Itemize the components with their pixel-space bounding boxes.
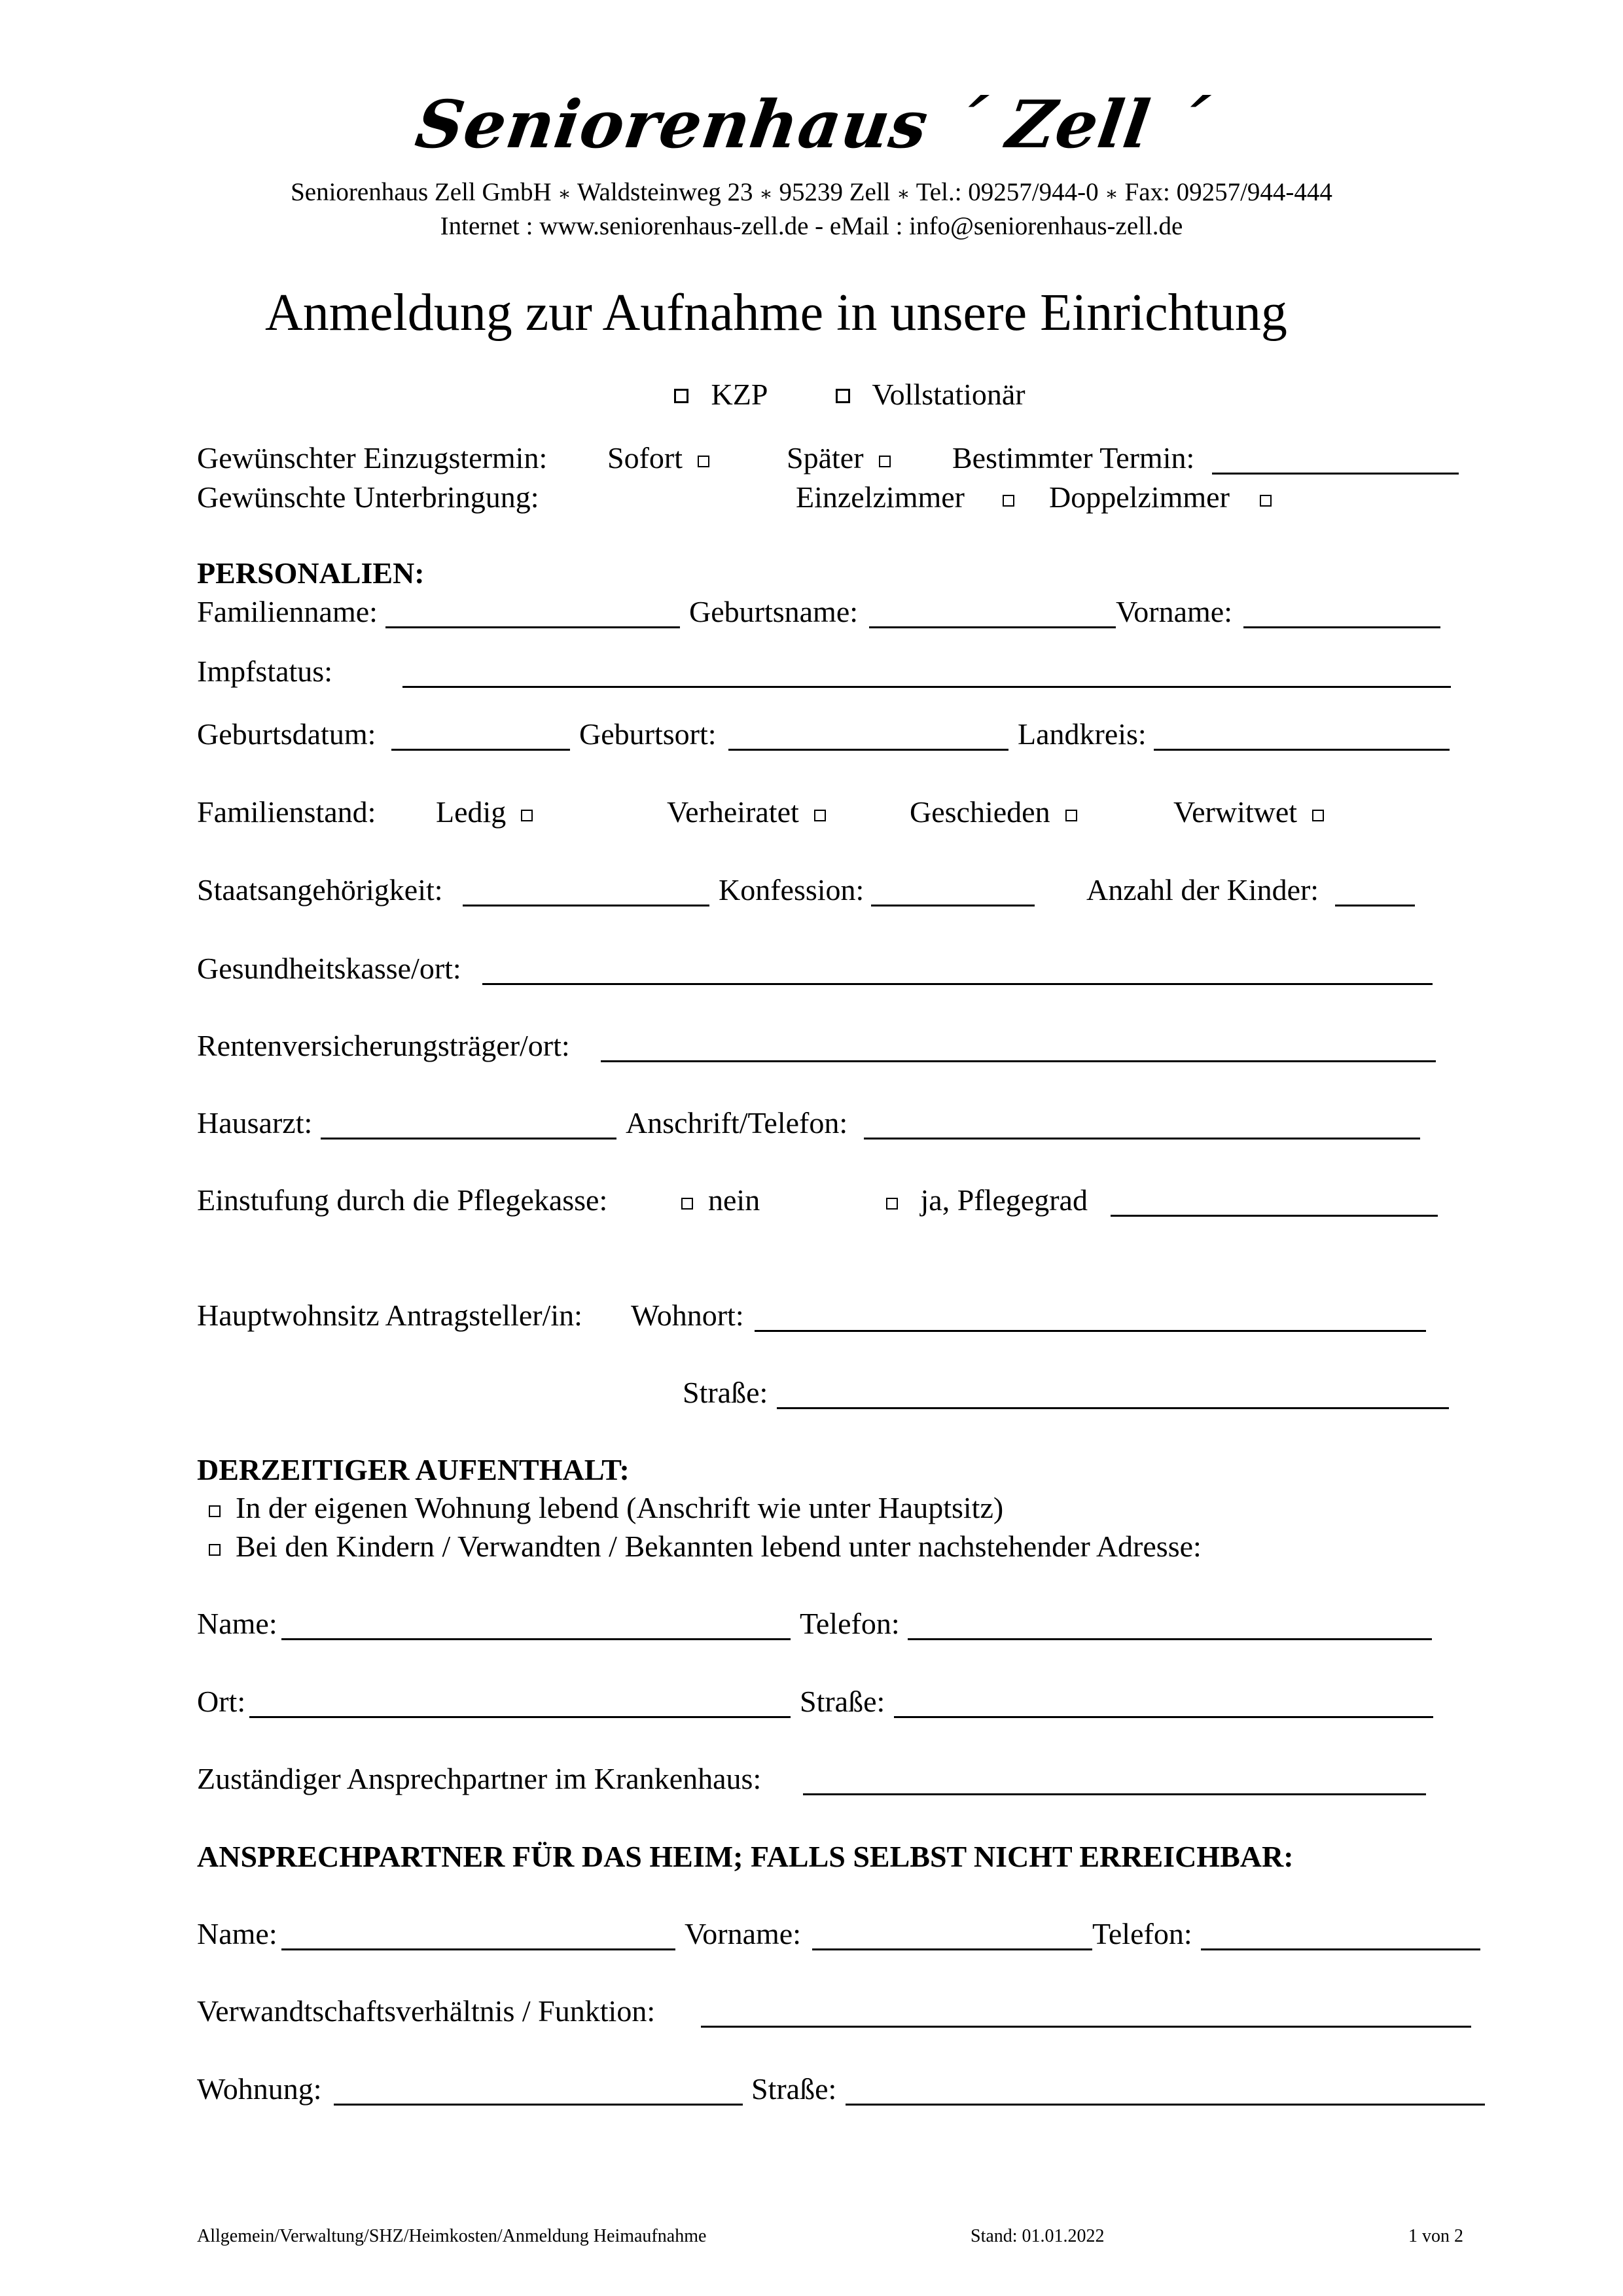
einzug-label: Gewünschter Einzugstermin: [197, 441, 548, 475]
wohnung-label: Wohnung: [197, 2072, 322, 2106]
ja-label: ja, Pflegegrad [920, 1183, 1088, 1217]
einzel-option [796, 479, 1014, 516]
konfession-label: Konfession: [719, 873, 865, 906]
aufenthalt-telefon-label: Telefon: [800, 1607, 900, 1640]
doppel-checkbox[interactable] [1260, 495, 1272, 507]
phone: Tel.: 09257/944-0 [916, 178, 1099, 206]
geschieden-checkbox[interactable] [1065, 810, 1077, 821]
aufenthalt-strasse-label: Straße: [800, 1685, 885, 1718]
care-type-row [674, 376, 1026, 413]
aufenthalt-telefon-field[interactable] [908, 1638, 1432, 1640]
hauptwohnsitz-label: Hauptwohnsitz Antragsteller/in: [197, 1299, 582, 1332]
anschrift-label: Anschrift/Telefon: [626, 1106, 848, 1139]
pflegegrad-field[interactable] [1111, 1215, 1438, 1217]
spaeter-checkbox[interactable] [879, 456, 891, 467]
personalien-heading: PERSONALIEN: [197, 556, 425, 590]
sofort-option [607, 440, 709, 476]
eigene-wohnung-label: In der eigenen Wohnung lebend (Anschrift wie unter Hauptsitz) [236, 1491, 1004, 1524]
wohnung-field[interactable] [334, 2104, 743, 2106]
termin-field[interactable] [1212, 473, 1459, 475]
footer-path: Allgemein/Verwaltung/SHZ/Heimkosten/Anmeldung Heimaufnahme [197, 2226, 707, 2246]
ansprechpartner-name-field[interactable] [281, 1948, 675, 1950]
kzp-checkbox[interactable] [674, 389, 688, 403]
einstufung-label: Einstufung durch die Pflegekasse: [197, 1183, 608, 1217]
ansprechpartner-heading: ANSPRECHPARTNER FÜR DAS HEIM; FALLS SELBST NICHT ERREICHBAR: [197, 1840, 1294, 1873]
einzel-checkbox[interactable] [1003, 495, 1014, 507]
geburtsort-label: Geburtsort: [579, 717, 717, 751]
aufenthalt-name-label: Name: [197, 1607, 277, 1640]
aufenthalt-name-field[interactable] [281, 1638, 791, 1640]
geburtsdatum-label: Geburtsdatum: [197, 717, 376, 751]
vorname-field[interactable] [1243, 626, 1440, 628]
staat-label: Staatsangehörigkeit: [197, 873, 443, 906]
verwitwet-label: Verwitwet [1173, 795, 1298, 829]
geburtsort-field[interactable] [728, 749, 1008, 751]
footer-stand: Stand: 01.01.2022 [971, 2226, 1105, 2246]
geschieden-option [910, 794, 1077, 831]
aufenthalt-strasse-field[interactable] [894, 1716, 1433, 1718]
geburtsdatum-field[interactable] [391, 749, 570, 751]
familienstand-label: Familienstand: [197, 795, 376, 829]
address-line [0, 177, 1623, 210]
ledig-option [436, 794, 533, 831]
contact-line: Internet : www.seniorenhaus-zell.de - eMail : info@seniorenhaus-zell.de [440, 212, 1183, 240]
nein-checkbox[interactable] [681, 1198, 693, 1210]
separator-icon: ∗ [759, 183, 773, 205]
ansprechpartner-vorname-field[interactable] [812, 1948, 1092, 1950]
verwandtschaft-label: Verwandtschaftsverhältnis / Funktion: [197, 1994, 656, 2028]
verheiratet-option [667, 794, 826, 831]
aufenthalt-ort-label: Ort: [197, 1685, 246, 1718]
spaeter-option [787, 440, 891, 476]
kzp-label: KZP [711, 378, 767, 411]
ansprechpartner-telefon-label: Telefon: [1092, 1917, 1192, 1950]
kinder-field[interactable] [1335, 905, 1415, 906]
kasse-field[interactable] [482, 983, 1433, 985]
hauptwohnsitz-strasse-label: Straße: [683, 1376, 768, 1409]
impfstatus-label: Impfstatus: [197, 655, 332, 688]
separator-icon: ∗ [558, 183, 571, 205]
geburtsname-field[interactable] [869, 626, 1116, 628]
nein-label: nein [708, 1183, 760, 1217]
ledig-checkbox[interactable] [521, 810, 533, 821]
bei-verwandten-label: Bei den Kindern / Verwandten / Bekannten lebend unter nachstehender Adresse: [236, 1530, 1202, 1563]
krankenhaus-label: Zuständiger Ansprechpartner im Krankenhaus: [197, 1762, 762, 1795]
vorname-label: Vorname: [1116, 595, 1233, 628]
hausarzt-field[interactable] [321, 1138, 616, 1139]
familienname-label: Familienname: [197, 595, 378, 628]
familienname-field[interactable] [385, 626, 680, 628]
ansprechpartner-telefon-field[interactable] [1201, 1948, 1480, 1950]
ja-checkbox[interactable] [886, 1198, 898, 1210]
aufenthalt-heading: DERZEITIGER AUFENTHALT: [197, 1453, 630, 1486]
separator-icon: ∗ [1105, 183, 1118, 205]
hauptwohnsitz-strasse-field[interactable] [777, 1407, 1449, 1409]
staat-field[interactable] [463, 905, 709, 906]
eigene-wohnung-checkbox[interactable] [209, 1505, 221, 1517]
aufenthalt-ort-field[interactable] [249, 1716, 791, 1718]
verwitwet-option [1173, 794, 1324, 831]
anschrift-field[interactable] [864, 1138, 1420, 1139]
verwandtschaft-field[interactable] [701, 2026, 1471, 2028]
fax: Fax: 09257/944-444 [1124, 178, 1332, 206]
aufenthalt-option-2 [209, 1528, 1202, 1565]
kinder-label: Anzahl der Kinder: [1086, 873, 1319, 906]
doppel-option [1049, 479, 1272, 516]
ansprechpartner-strasse-field[interactable] [846, 2104, 1485, 2106]
page-title: Anmeldung zur Aufnahme in unsere Einrichtung [265, 284, 1287, 342]
separator-icon: ∗ [897, 183, 910, 205]
spaeter-label: Später [787, 441, 864, 475]
termin-label: Bestimmter Termin: [952, 441, 1195, 475]
ansprechpartner-name-label: Name: [197, 1917, 277, 1950]
verheiratet-checkbox[interactable] [814, 810, 826, 821]
vollstationaer-checkbox[interactable] [836, 389, 850, 403]
geburtsname-label: Geburtsname: [689, 595, 859, 628]
ansprechpartner-vorname-label: Vorname: [685, 1917, 802, 1950]
hausarzt-label: Hausarzt: [197, 1106, 313, 1139]
unterbringung-label: Gewünschte Unterbringung: [197, 480, 539, 514]
bei-verwandten-checkbox[interactable] [209, 1544, 221, 1556]
ledig-label: Ledig [436, 795, 507, 829]
logo: Seniorenhaus ´ Zell ´ [411, 86, 1212, 163]
einzel-label: Einzelzimmer [796, 480, 965, 514]
sofort-checkbox[interactable] [698, 456, 709, 467]
aufenthalt-option-1 [209, 1490, 1003, 1526]
landkreis-field[interactable] [1154, 749, 1450, 751]
nein-option [681, 1182, 760, 1219]
footer-page: 1 von 2 [1408, 2226, 1463, 2246]
krankenhaus-field[interactable] [803, 1793, 1426, 1795]
sofort-label: Sofort [607, 441, 683, 475]
impfstatus-field[interactable] [402, 686, 1451, 688]
street: Waldsteinweg 23 [577, 178, 753, 206]
company-name: Seniorenhaus Zell GmbH [291, 178, 552, 206]
city: 95239 Zell [779, 178, 891, 206]
rente-label: Rentenversicherungsträger/ort: [197, 1029, 570, 1062]
wohnort-field[interactable] [755, 1330, 1426, 1332]
geschieden-label: Geschieden [910, 795, 1050, 829]
kasse-label: Gesundheitskasse/ort: [197, 952, 461, 985]
vollstationaer-label: Vollstationär [872, 378, 1026, 411]
landkreis-label: Landkreis: [1018, 717, 1147, 751]
ja-option [886, 1182, 1088, 1219]
rente-field[interactable] [601, 1060, 1436, 1062]
ansprechpartner-strasse-label: Straße: [751, 2072, 837, 2106]
konfession-field[interactable] [871, 905, 1035, 906]
wohnort-label: Wohnort: [631, 1299, 744, 1332]
verwitwet-checkbox[interactable] [1312, 810, 1324, 821]
verheiratet-label: Verheiratet [667, 795, 799, 829]
doppel-label: Doppelzimmer [1049, 480, 1230, 514]
